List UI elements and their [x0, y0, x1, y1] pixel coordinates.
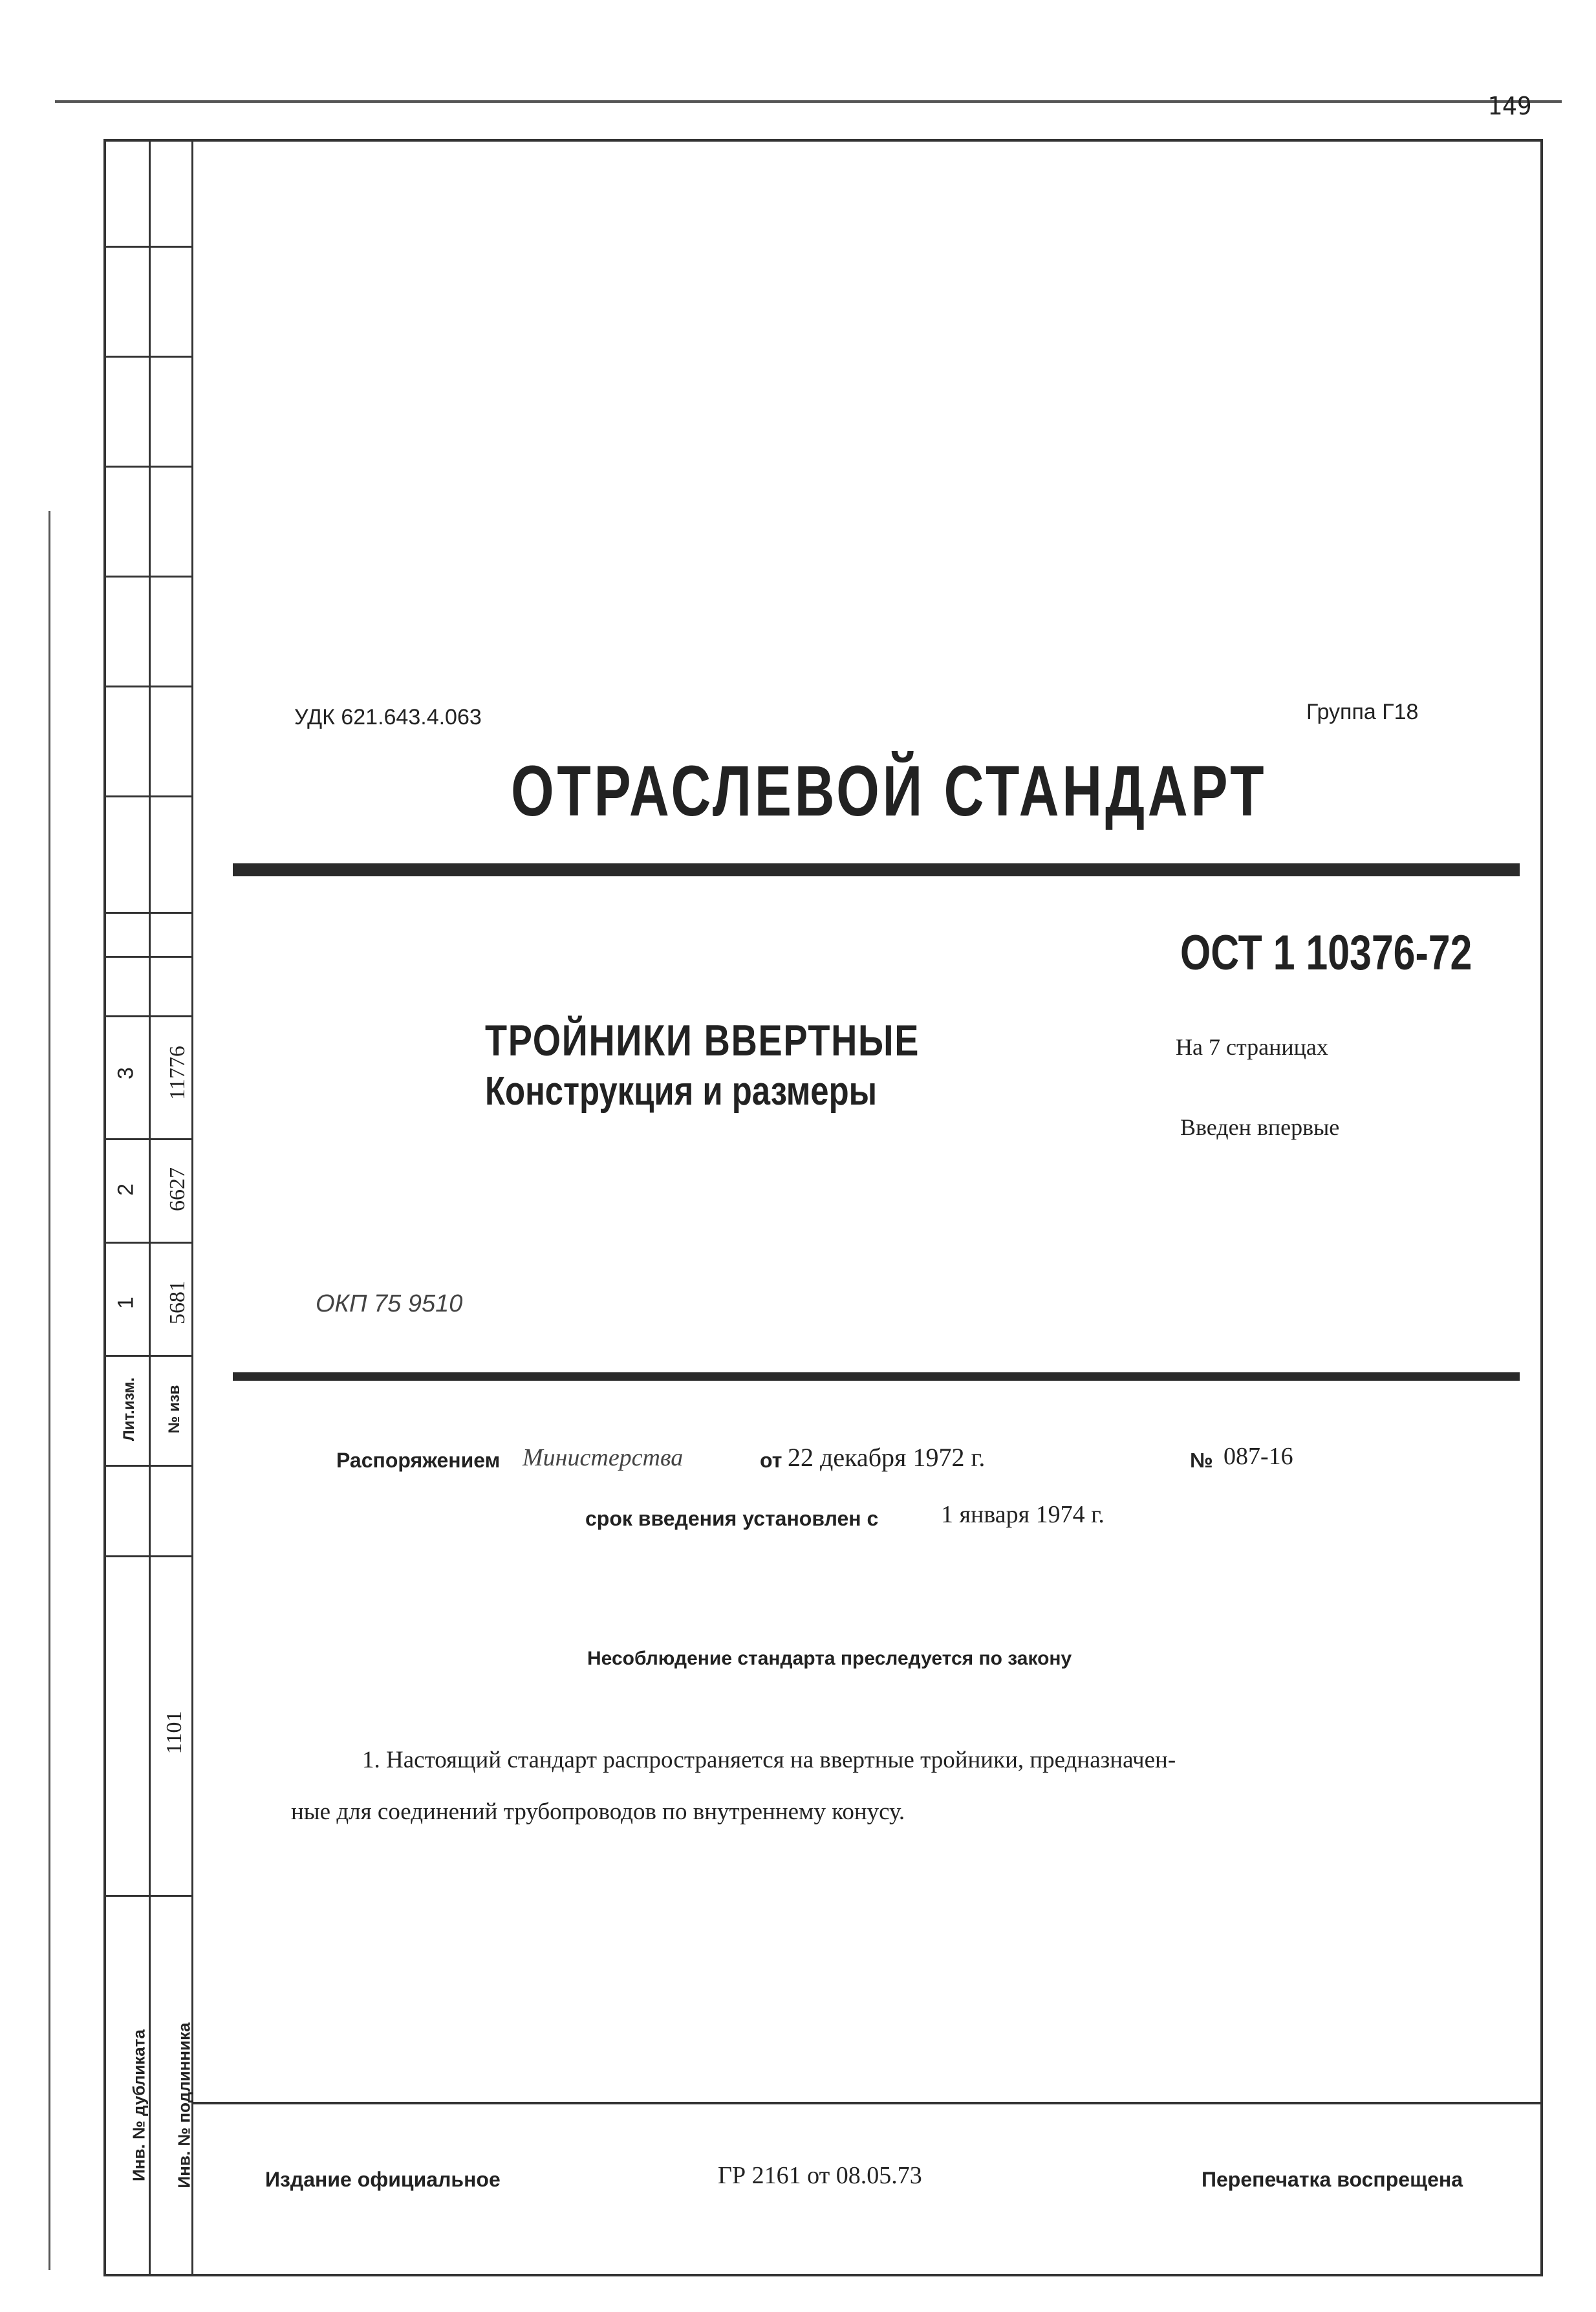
- side-grid-line: [103, 1355, 193, 1357]
- effective-label: срок введения установлен с: [585, 1507, 879, 1530]
- footer-official-edition: Издание официальное: [265, 2168, 501, 2191]
- order-ministry: Министерства: [523, 1444, 684, 1471]
- title-rule: [233, 863, 1520, 876]
- order-date: 22 декабря 1972 г.: [788, 1443, 986, 1472]
- side-grid-line: [103, 356, 193, 358]
- revision-no-1: 5681: [166, 1280, 189, 1324]
- inv-original-label: Инв. № подлинника: [174, 2022, 194, 2188]
- revision-lit-3: 3: [113, 1067, 138, 1079]
- subject-line-1: ТРОЙНИКИ ВВЕРТНЫЕ: [485, 1016, 920, 1065]
- footer-registration: ГР 2161 от 08.05.73: [718, 2162, 922, 2189]
- side-grid-line: [103, 912, 193, 914]
- standard-number: ОСТ 1 10376-72: [1180, 925, 1472, 980]
- udk-code: УДК 621.643.4.063: [294, 705, 482, 729]
- side-grid-line: [103, 576, 193, 578]
- clause-1-line-2: ные для соединений трубопроводов по внутреннему конусу.: [291, 1799, 905, 1825]
- subject-line-2: Конструкция и размеры: [485, 1069, 878, 1114]
- side-grid-line: [103, 1465, 193, 1467]
- page-number: 149: [1487, 92, 1532, 120]
- legal-warning: Несоблюдение стандарта преследуется по закону: [587, 1648, 1072, 1669]
- okp-code: ОКП 75 9510: [316, 1290, 463, 1317]
- revision-header-no: № изв: [166, 1385, 183, 1434]
- revision-no-3: 11776: [166, 1046, 189, 1100]
- side-grid-line: [103, 1555, 193, 1557]
- side-column-divider-2: [191, 139, 193, 2276]
- side-column-divider-1: [149, 139, 151, 2276]
- order-from: от: [760, 1449, 782, 1472]
- inv-original-value: 1101: [162, 1711, 186, 1755]
- footer-reprint-prohibited: Перепечатка воспрещена: [1202, 2168, 1463, 2191]
- inv-duplicate-label: Инв. № дубликата: [129, 2029, 149, 2181]
- order-number-label: №: [1190, 1449, 1213, 1472]
- page-frame: [103, 139, 1543, 2276]
- order-label: Распоряжением: [336, 1449, 501, 1472]
- revision-lit-1: 1: [113, 1297, 138, 1309]
- binding-line: [49, 511, 50, 2270]
- document-title: ОТРАСЛЕВОЙ СТАНДАРТ: [511, 751, 1267, 831]
- side-grid-line: [103, 1138, 193, 1140]
- side-grid-line: [103, 1242, 193, 1244]
- side-grid-line: [103, 795, 193, 797]
- side-grid-line: [103, 246, 193, 248]
- side-grid-line: [103, 1895, 193, 1897]
- clause-1-line-1: 1. Настоящий стандарт распространяется на ввертные тройники, предназначен-: [362, 1747, 1176, 1773]
- introduced-note: Введен впервые: [1180, 1114, 1340, 1140]
- okp-rule: [233, 1372, 1520, 1381]
- top-rule: [55, 100, 1562, 103]
- side-grid-line: [103, 466, 193, 468]
- revision-header-lit: Лит.изм.: [120, 1377, 138, 1442]
- revision-lit-2: 2: [113, 1183, 138, 1196]
- revision-no-2: 6627: [166, 1167, 189, 1211]
- page-count: На 7 страницах: [1176, 1034, 1328, 1060]
- group-code: Группа Г18: [1306, 700, 1419, 724]
- effective-date: 1 января 1974 г.: [941, 1501, 1105, 1528]
- footer-rule: [193, 2102, 1543, 2104]
- side-grid-line: [103, 956, 193, 958]
- side-grid-line: [103, 686, 193, 687]
- order-number: 087-16: [1224, 1443, 1293, 1470]
